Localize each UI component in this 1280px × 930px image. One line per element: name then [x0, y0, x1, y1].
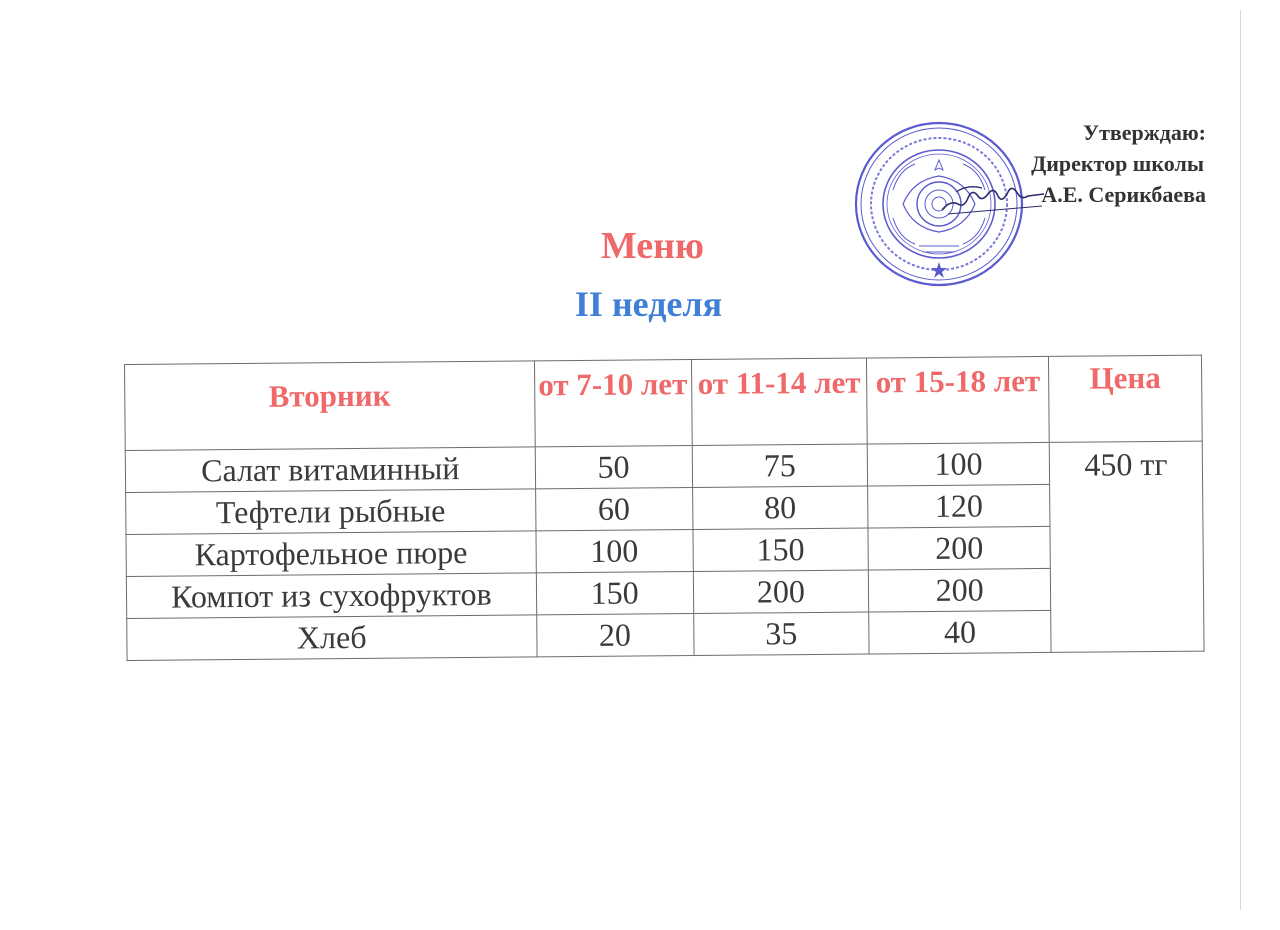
- portion-15-18: 100: [868, 442, 1050, 486]
- page-subtitle: II неделя: [574, 284, 723, 324]
- header-day: Вторник: [125, 361, 535, 451]
- portion-11-14: 200: [693, 570, 869, 614]
- portion-7-10: 100: [536, 530, 693, 573]
- header-age-7-10: от 7-10 лет: [534, 360, 692, 447]
- approval-name: А.Е. Серикбаева: [1041, 182, 1206, 207]
- dish-name: Компот из сухофруктов: [126, 573, 536, 619]
- price-cell: 450 тг: [1049, 441, 1204, 652]
- portion-15-18: 200: [868, 526, 1050, 570]
- portion-15-18: 120: [868, 484, 1050, 528]
- portion-11-14: 80: [692, 486, 868, 530]
- header-price: Цена: [1049, 355, 1203, 442]
- portion-7-10: 20: [536, 614, 693, 657]
- table-header-row: [125, 355, 1203, 450]
- portion-15-18: 40: [869, 610, 1051, 654]
- header-age-11-14: от 11-14 лет: [691, 358, 868, 446]
- dish-name: Хлеб: [127, 615, 537, 661]
- approval-position: Директор школы: [1031, 151, 1204, 176]
- dish-name: Картофельное пюре: [126, 531, 536, 577]
- dish-name: Салат витаминный: [125, 447, 535, 493]
- dish-name: Тефтели рыбные: [126, 489, 536, 535]
- page-edge-line: [1240, 10, 1241, 910]
- header-age-15-18: от 15-18 лет: [867, 356, 1050, 444]
- portion-7-10: 50: [535, 446, 692, 489]
- portion-11-14: 35: [693, 612, 869, 656]
- approval-block: [1031, 117, 1206, 210]
- table-row: [127, 609, 1204, 660]
- portion-7-10: 150: [536, 572, 693, 615]
- portion-11-14: 75: [692, 444, 868, 488]
- page-title: Меню: [600, 225, 705, 267]
- portion-15-18: 200: [869, 568, 1051, 612]
- portion-11-14: 150: [692, 528, 868, 572]
- approval-heading: Утверждаю:: [1082, 120, 1206, 145]
- portion-7-10: 60: [535, 488, 692, 531]
- menu-table: [124, 355, 1205, 661]
